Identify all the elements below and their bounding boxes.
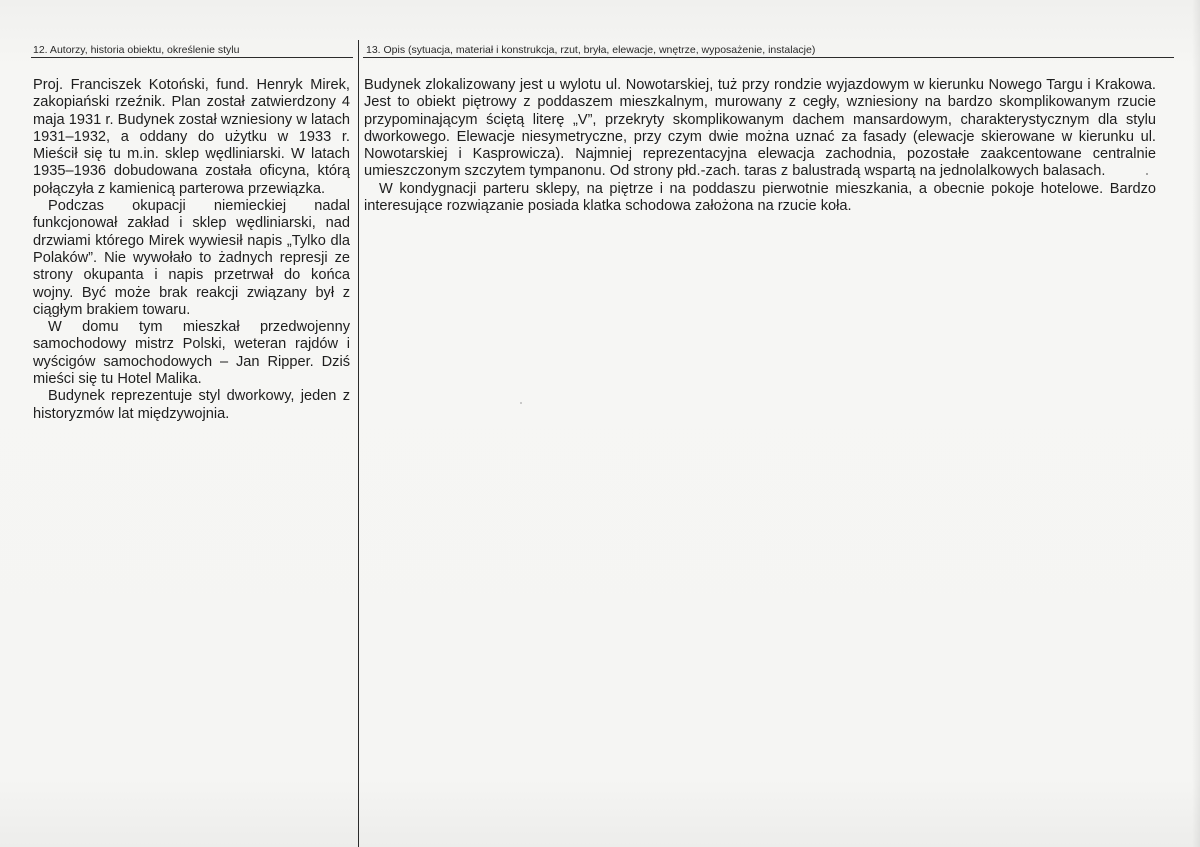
section-13-header: 13. Opis (sytuacja, materiał i konstrukcja, rzut, bryła, elewacje, wnętrze, wyposażenie, instalacje) (366, 44, 816, 56)
section-12-body (33, 77, 350, 423)
section-12-paragraph: Proj. Franciszek Kotoński, fund. Henryk Mirek, zakopiański rzeźnik. Plan został zatwierdzony 4 maja 1931 r. Budynek został wzniesiony w latach 1931–1932, a oddany do użytku w 1933 r. Mieścił się tu m.in. sklep wędliniarski. W latach 1935–1936 dobudowana została oficyna, którą połączyła z kamienicą parterowa przewiązka. (33, 77, 350, 197)
section-13-paragraph: Budynek zlokalizowany jest u wylotu ul. Nowotarskiej, tuż przy rondzie wyjazdowym w kierunku Nowego Targu i Krakowa. Jest to obiekt piętrowy z poddaszem mieszkalnym, murowany z cegły, wzniesiony na bardzo skomplikowanym rzucie przypominającym ściętą literę „V”, przekryty skomplikowanym dachem mansardowym, charakterystycznym dla stylu dworkowego. Elewacje niesymetryczne, przy czym dwie można uznać za fasady (elewacje skierowane w kierunku ul. Nowotarskiej i Kasprowicza). Najmniej reprezentacyjna elewacja zachodnia, pozostałe zaakcentowane centralnie umieszczonym szczytem tympanonu. Od strony płd.-zach. taras z balustradą wspartą na jednolalkowych balasach. (364, 77, 1156, 180)
section-12-paragraph: Podczas okupacji niemieckiej nadal funkcjonował zakład i sklep wędliniarski, nad drzwiami którego Mirek wywiesił napis „Tylko dla Polaków”. Nie wywołało to żadnych represji ze strony okupanta i napis przetrwał do końca wojny. Być może brak reakcji związany był z ciągłym brakiem towaru. (33, 198, 350, 318)
column-divider (358, 40, 359, 847)
section-13-paragraph: W kondygnacji parteru sklepy, na piętrze i na poddaszu pierwotnie mieszkania, a obecnie pokoje hotelowe. Bardzo interesujące rozwiązanie posiada klatka schodowa założona na rzucie koła. (364, 180, 1156, 215)
header-rule-left (31, 57, 353, 58)
scan-speck (1146, 173, 1148, 175)
section-12-header: 12. Autorzy, historia obiektu, określenie stylu (33, 44, 240, 56)
page-edge-shadow (1192, 0, 1200, 847)
section-12-paragraph: Budynek reprezentuje styl dworkowy, jeden z historyzmów lat międzywojnia. (33, 388, 350, 422)
scan-speck (520, 402, 522, 404)
section-12-paragraph: W domu tym mieszkał przedwojenny samochodowy mistrz Polski, weteran rajdów i wyścigów samochodowych – Jan Ripper. Dziś mieści się tu Hotel Malika. (33, 319, 350, 388)
section-13-body (364, 77, 1156, 215)
header-rule-right (363, 57, 1174, 58)
